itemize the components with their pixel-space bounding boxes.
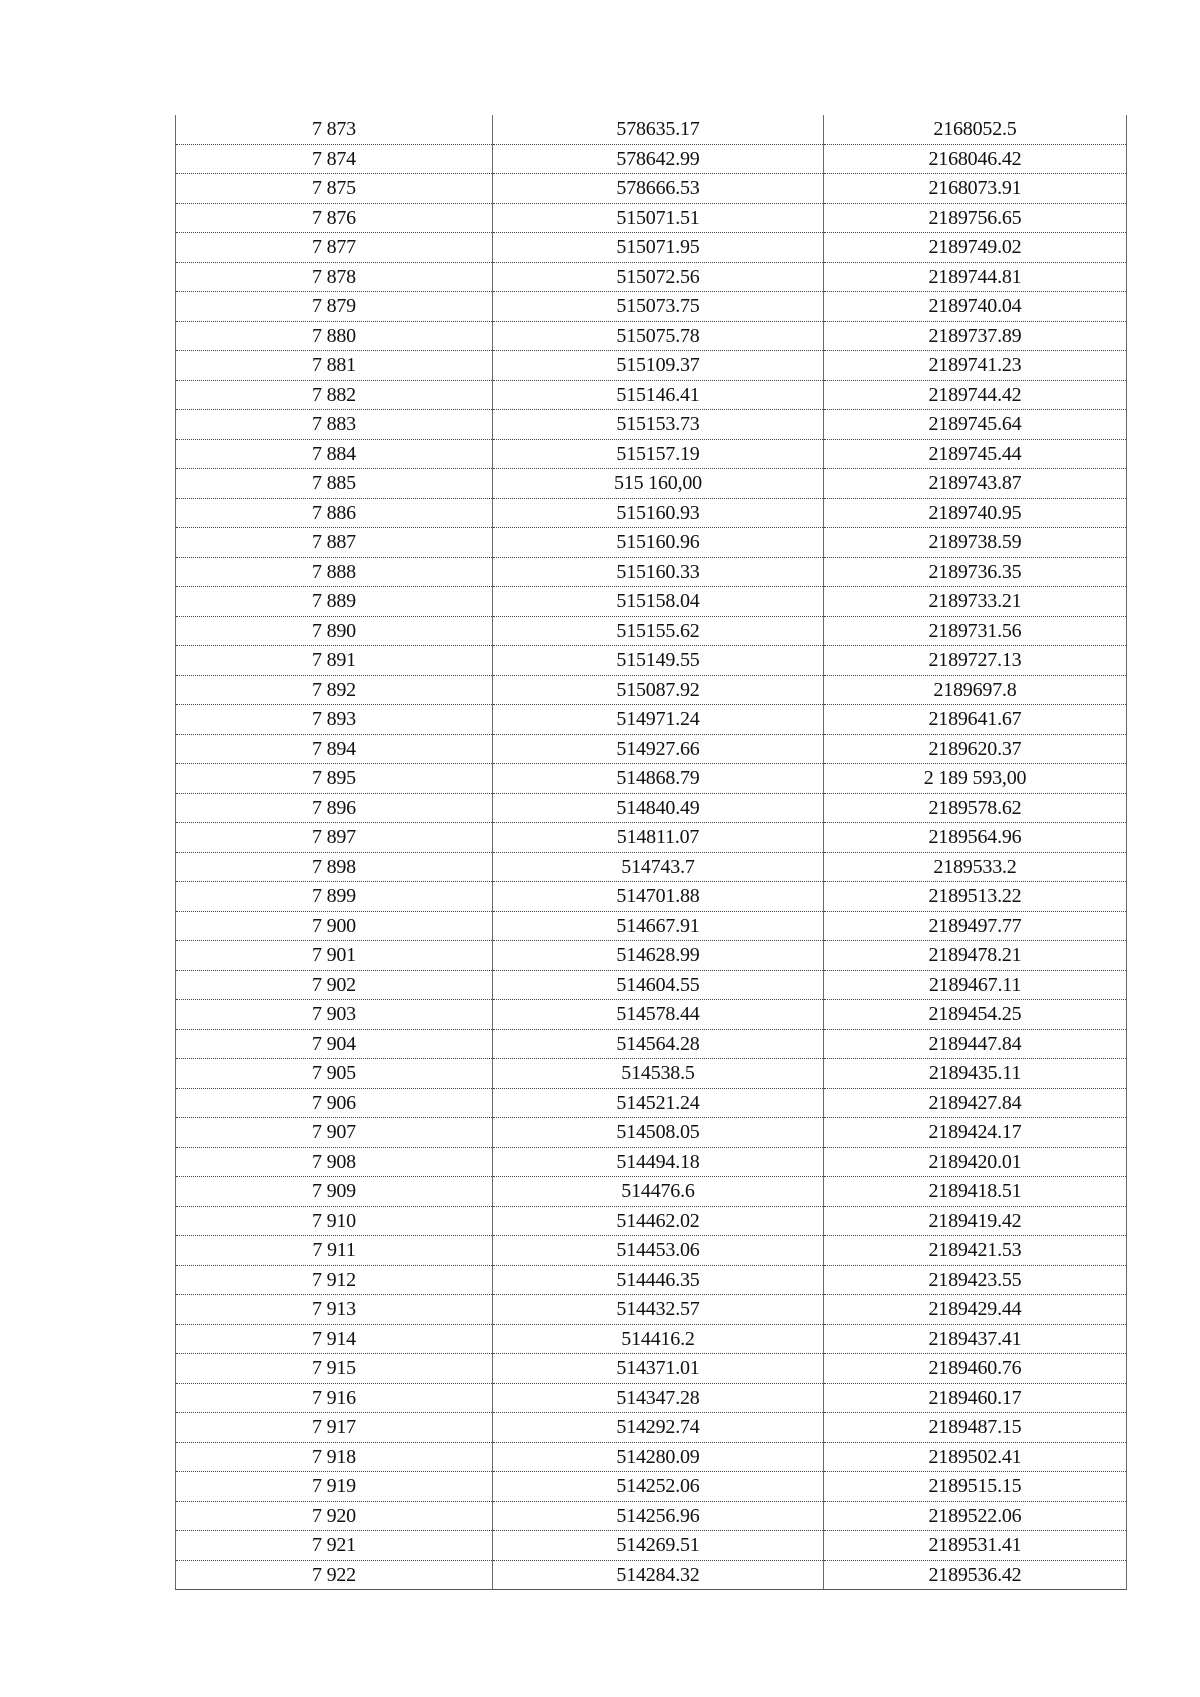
table-row [176,1413,1127,1443]
point-number-cell: 7 914 [176,1324,493,1354]
table-row [176,262,1127,292]
x-coordinate-cell: 514416.2 [493,1324,824,1354]
table-row [176,174,1127,204]
point-number-cell: 7 892 [176,675,493,705]
y-coordinate-cell: 2189740.95 [824,498,1127,528]
table-row [176,1354,1127,1384]
point-number-cell: 7 909 [176,1177,493,1207]
y-coordinate-cell: 2189641.67 [824,705,1127,735]
x-coordinate-cell: 515157.19 [493,439,824,469]
y-coordinate-cell: 2189497.77 [824,911,1127,941]
x-coordinate-cell: 514256.96 [493,1501,824,1531]
y-coordinate-cell: 2189467.11 [824,970,1127,1000]
table-row [176,646,1127,676]
y-coordinate-cell: 2189756.65 [824,203,1127,233]
y-coordinate-cell: 2189736.35 [824,557,1127,587]
x-coordinate-cell: 515160.93 [493,498,824,528]
table-row [176,1059,1127,1089]
y-coordinate-cell: 2189737.89 [824,321,1127,351]
coordinates-table [175,115,1127,1590]
x-coordinate-cell: 515075.78 [493,321,824,351]
point-number-cell: 7 882 [176,380,493,410]
point-number-cell: 7 885 [176,469,493,499]
y-coordinate-cell: 2189738.59 [824,528,1127,558]
table-row [176,852,1127,882]
table-row [176,351,1127,381]
table-row [176,380,1127,410]
y-coordinate-cell: 2189745.64 [824,410,1127,440]
x-coordinate-cell: 514927.66 [493,734,824,764]
x-coordinate-cell: 515146.41 [493,380,824,410]
x-coordinate-cell: 514446.35 [493,1265,824,1295]
y-coordinate-cell: 2189740.04 [824,292,1127,322]
table-row [176,498,1127,528]
x-coordinate-cell: 514252.06 [493,1472,824,1502]
x-coordinate-cell: 514667.91 [493,911,824,941]
point-number-cell: 7 916 [176,1383,493,1413]
point-number-cell: 7 922 [176,1560,493,1590]
y-coordinate-cell: 2189697.8 [824,675,1127,705]
point-number-cell: 7 880 [176,321,493,351]
table-row [176,1383,1127,1413]
x-coordinate-cell: 514701.88 [493,882,824,912]
point-number-cell: 7 908 [176,1147,493,1177]
table-row [176,882,1127,912]
x-coordinate-cell: 578635.17 [493,115,824,144]
point-number-cell: 7 883 [176,410,493,440]
y-coordinate-cell: 2168046.42 [824,144,1127,174]
point-number-cell: 7 886 [176,498,493,528]
x-coordinate-cell: 514811.07 [493,823,824,853]
x-coordinate-cell: 514476.6 [493,1177,824,1207]
y-coordinate-cell: 2189749.02 [824,233,1127,263]
point-number-cell: 7 877 [176,233,493,263]
y-coordinate-cell: 2189731.56 [824,616,1127,646]
point-number-cell: 7 917 [176,1413,493,1443]
table-row [176,1236,1127,1266]
table-row [176,321,1127,351]
x-coordinate-cell: 514508.05 [493,1118,824,1148]
y-coordinate-cell: 2189437.41 [824,1324,1127,1354]
table-row [176,970,1127,1000]
point-number-cell: 7 873 [176,115,493,144]
table-row [176,1206,1127,1236]
y-coordinate-cell: 2189522.06 [824,1501,1127,1531]
x-coordinate-cell: 514628.99 [493,941,824,971]
point-number-cell: 7 920 [176,1501,493,1531]
table-row [176,764,1127,794]
table-row [176,1000,1127,1030]
table-row [176,911,1127,941]
y-coordinate-cell: 2189427.84 [824,1088,1127,1118]
y-coordinate-cell: 2189744.81 [824,262,1127,292]
point-number-cell: 7 907 [176,1118,493,1148]
x-coordinate-cell: 514494.18 [493,1147,824,1177]
table-row [176,1472,1127,1502]
y-coordinate-cell: 2189745.44 [824,439,1127,469]
y-coordinate-cell: 2189727.13 [824,646,1127,676]
table-row [176,144,1127,174]
table-row [176,115,1127,144]
table-row [176,823,1127,853]
x-coordinate-cell: 515155.62 [493,616,824,646]
table-row [176,528,1127,558]
point-number-cell: 7 894 [176,734,493,764]
point-number-cell: 7 875 [176,174,493,204]
point-number-cell: 7 918 [176,1442,493,1472]
table-row [176,1560,1127,1590]
point-number-cell: 7 900 [176,911,493,941]
table-row [176,1295,1127,1325]
point-number-cell: 7 899 [176,882,493,912]
table-row [176,1147,1127,1177]
x-coordinate-cell: 514292.74 [493,1413,824,1443]
y-coordinate-cell: 2189423.55 [824,1265,1127,1295]
point-number-cell: 7 891 [176,646,493,676]
point-number-cell: 7 910 [176,1206,493,1236]
point-number-cell: 7 919 [176,1472,493,1502]
y-coordinate-cell: 2189460.76 [824,1354,1127,1384]
y-coordinate-cell: 2189419.42 [824,1206,1127,1236]
point-number-cell: 7 888 [176,557,493,587]
point-number-cell: 7 897 [176,823,493,853]
table-row [176,1177,1127,1207]
y-coordinate-cell: 2189460.17 [824,1383,1127,1413]
table-row [176,1029,1127,1059]
table-row [176,1501,1127,1531]
x-coordinate-cell: 515071.95 [493,233,824,263]
x-coordinate-cell: 515160.33 [493,557,824,587]
x-coordinate-cell: 515158.04 [493,587,824,617]
x-coordinate-cell: 514971.24 [493,705,824,735]
y-coordinate-cell: 2189744.42 [824,380,1127,410]
point-number-cell: 7 876 [176,203,493,233]
table-row [176,557,1127,587]
point-number-cell: 7 890 [176,616,493,646]
point-number-cell: 7 913 [176,1295,493,1325]
y-coordinate-cell: 2189435.11 [824,1059,1127,1089]
x-coordinate-cell: 578642.99 [493,144,824,174]
x-coordinate-cell: 515153.73 [493,410,824,440]
y-coordinate-cell: 2168052.5 [824,115,1127,144]
y-coordinate-cell: 2189420.01 [824,1147,1127,1177]
point-number-cell: 7 896 [176,793,493,823]
y-coordinate-cell: 2189743.87 [824,469,1127,499]
y-coordinate-cell: 2 189 593,00 [824,764,1127,794]
x-coordinate-cell: 514284.32 [493,1560,824,1590]
table-row [176,705,1127,735]
y-coordinate-cell: 2168073.91 [824,174,1127,204]
x-coordinate-cell: 514743.7 [493,852,824,882]
table-row [176,1265,1127,1295]
y-coordinate-cell: 2189447.84 [824,1029,1127,1059]
x-coordinate-cell: 514521.24 [493,1088,824,1118]
x-coordinate-cell: 515 160,00 [493,469,824,499]
y-coordinate-cell: 2189424.17 [824,1118,1127,1148]
x-coordinate-cell: 515087.92 [493,675,824,705]
point-number-cell: 7 902 [176,970,493,1000]
table-row [176,469,1127,499]
x-coordinate-cell: 514578.44 [493,1000,824,1030]
x-coordinate-cell: 514564.28 [493,1029,824,1059]
x-coordinate-cell: 514462.02 [493,1206,824,1236]
table-row [176,675,1127,705]
table-row [176,734,1127,764]
point-number-cell: 7 884 [176,439,493,469]
point-number-cell: 7 887 [176,528,493,558]
point-number-cell: 7 879 [176,292,493,322]
table-row [176,1324,1127,1354]
y-coordinate-cell: 2189487.15 [824,1413,1127,1443]
y-coordinate-cell: 2189502.41 [824,1442,1127,1472]
x-coordinate-cell: 514840.49 [493,793,824,823]
table-row [176,439,1127,469]
table-row [176,203,1127,233]
y-coordinate-cell: 2189418.51 [824,1177,1127,1207]
point-number-cell: 7 889 [176,587,493,617]
x-coordinate-cell: 514280.09 [493,1442,824,1472]
x-coordinate-cell: 515071.51 [493,203,824,233]
table-row [176,1531,1127,1561]
x-coordinate-cell: 514538.5 [493,1059,824,1089]
point-number-cell: 7 881 [176,351,493,381]
y-coordinate-cell: 2189733.21 [824,587,1127,617]
x-coordinate-cell: 515149.55 [493,646,824,676]
table-row [176,1088,1127,1118]
table-row [176,233,1127,263]
x-coordinate-cell: 514432.57 [493,1295,824,1325]
y-coordinate-cell: 2189536.42 [824,1560,1127,1590]
point-number-cell: 7 905 [176,1059,493,1089]
x-coordinate-cell: 515072.56 [493,262,824,292]
y-coordinate-cell: 2189564.96 [824,823,1127,853]
y-coordinate-cell: 2189454.25 [824,1000,1127,1030]
point-number-cell: 7 904 [176,1029,493,1059]
table-row [176,941,1127,971]
point-number-cell: 7 921 [176,1531,493,1561]
point-number-cell: 7 878 [176,262,493,292]
table-row [176,793,1127,823]
y-coordinate-cell: 2189620.37 [824,734,1127,764]
table-row [176,587,1127,617]
y-coordinate-cell: 2189513.22 [824,882,1127,912]
x-coordinate-cell: 514604.55 [493,970,824,1000]
x-coordinate-cell: 514269.51 [493,1531,824,1561]
x-coordinate-cell: 578666.53 [493,174,824,204]
point-number-cell: 7 874 [176,144,493,174]
point-number-cell: 7 906 [176,1088,493,1118]
x-coordinate-cell: 514868.79 [493,764,824,794]
y-coordinate-cell: 2189429.44 [824,1295,1127,1325]
point-number-cell: 7 893 [176,705,493,735]
coordinates-table-body [176,115,1127,1590]
y-coordinate-cell: 2189421.53 [824,1236,1127,1266]
y-coordinate-cell: 2189515.15 [824,1472,1127,1502]
x-coordinate-cell: 515073.75 [493,292,824,322]
table-row [176,1442,1127,1472]
table-row [176,1118,1127,1148]
x-coordinate-cell: 514371.01 [493,1354,824,1384]
x-coordinate-cell: 514453.06 [493,1236,824,1266]
table-row [176,410,1127,440]
point-number-cell: 7 911 [176,1236,493,1266]
point-number-cell: 7 903 [176,1000,493,1030]
x-coordinate-cell: 515109.37 [493,351,824,381]
x-coordinate-cell: 514347.28 [493,1383,824,1413]
x-coordinate-cell: 515160.96 [493,528,824,558]
y-coordinate-cell: 2189531.41 [824,1531,1127,1561]
table-row [176,292,1127,322]
point-number-cell: 7 901 [176,941,493,971]
point-number-cell: 7 895 [176,764,493,794]
y-coordinate-cell: 2189533.2 [824,852,1127,882]
point-number-cell: 7 915 [176,1354,493,1384]
y-coordinate-cell: 2189578.62 [824,793,1127,823]
point-number-cell: 7 898 [176,852,493,882]
y-coordinate-cell: 2189741.23 [824,351,1127,381]
point-number-cell: 7 912 [176,1265,493,1295]
y-coordinate-cell: 2189478.21 [824,941,1127,971]
table-row [176,616,1127,646]
